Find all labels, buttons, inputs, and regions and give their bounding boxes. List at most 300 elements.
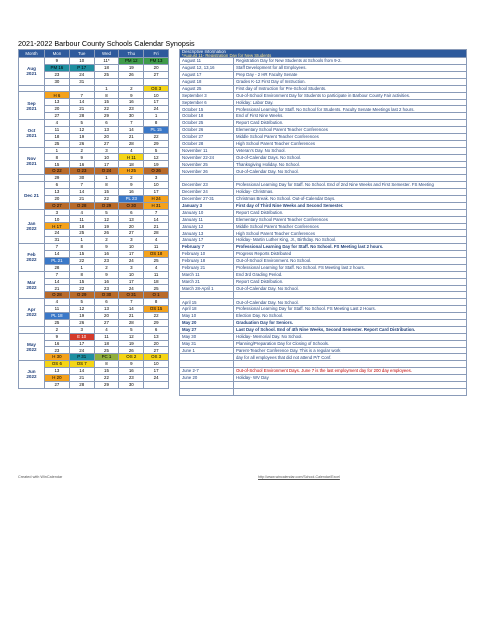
day-cell	[45, 85, 70, 92]
day-cell	[69, 85, 94, 92]
footer-link[interactable]: http://www.wincalendar.com/School-Calendar/Excel	[258, 475, 340, 479]
day-cell: 14	[69, 99, 94, 106]
event-row	[180, 147, 467, 154]
day-cell: 12	[69, 126, 94, 133]
day-cell: PC 1	[94, 354, 119, 361]
day-cell: 10	[94, 154, 119, 161]
day-cell: 4	[45, 299, 70, 306]
day-cell: 1	[45, 147, 70, 154]
day-cell: 31	[45, 237, 70, 244]
event-description: Out-of-Calendar Day. No School.	[234, 299, 467, 306]
day-cell: 26	[119, 71, 144, 78]
event-description: Report Card Distribution.	[234, 278, 467, 285]
event-description: Holiday- Memorial Day. No School.	[234, 333, 467, 340]
month-label	[19, 361, 45, 389]
day-cell: PL 23	[119, 195, 144, 202]
day-cell: 20	[119, 223, 144, 230]
calendar-week-row	[19, 244, 169, 251]
event-description: Progress Reports Distributed	[234, 251, 467, 258]
day-cell: 20	[94, 133, 119, 140]
day-cell: O 28	[45, 292, 70, 299]
day-cell: 30	[119, 113, 144, 120]
day-cell: 16	[119, 368, 144, 375]
day-cell: 9	[45, 333, 70, 340]
day-cell: P 17	[69, 64, 94, 71]
event-row	[180, 382, 467, 389]
day-cell: 11	[45, 126, 70, 133]
day-cell: 29	[94, 381, 119, 388]
month-label-text: Dec 21	[24, 192, 39, 198]
day-cell: O 30	[94, 292, 119, 299]
event-description: Election Day. No School.	[234, 313, 467, 320]
event-description: Report Card Distribution.	[234, 120, 467, 127]
event-row	[180, 333, 467, 340]
day-cell: H 17	[45, 223, 70, 230]
event-description: Out-of-School Environment Days. June 7 is the last employment day for 200 day employees.	[234, 368, 467, 375]
event-date: November 25	[180, 161, 234, 168]
event-date	[180, 382, 234, 389]
day-cell: OS 3	[144, 85, 169, 92]
day-cell: 22	[69, 257, 94, 264]
day-cell: 23	[94, 257, 119, 264]
month-label	[19, 120, 45, 148]
day-cell: 21	[119, 312, 144, 319]
day-cell: 23	[45, 71, 70, 78]
month-label	[19, 333, 45, 361]
day-cell: 26	[69, 319, 94, 326]
event-date: November 26	[180, 168, 234, 175]
day-cell: 3	[119, 237, 144, 244]
day-cell: P 31	[69, 354, 94, 361]
day-cell: E 10	[69, 333, 94, 340]
day-cell: 23	[119, 374, 144, 381]
day-cell: 29	[45, 175, 70, 182]
day-cell: 24	[69, 71, 94, 78]
event-row	[180, 92, 467, 99]
event-date: May 31	[180, 340, 234, 347]
day-cell: O 30	[119, 202, 144, 209]
event-row	[180, 278, 467, 285]
event-row	[180, 258, 467, 265]
event-row	[180, 326, 467, 333]
day-cell: 8	[144, 299, 169, 306]
month-label	[19, 85, 45, 92]
event-description: day for all employees that did not attend P/T Conf.	[234, 354, 467, 361]
page-title: 2021-2022 Barbour County Schools Calendar Synopsis	[18, 39, 195, 48]
event-description: Professional Learning for Staff. No School. FS Meeting last 2 hours.	[234, 264, 467, 271]
day-cell: 15	[94, 188, 119, 195]
day-cell: 9	[119, 361, 144, 368]
event-row	[180, 154, 467, 161]
day-cell: 9	[94, 244, 119, 251]
event-row	[180, 347, 467, 354]
day-cell: 9	[119, 182, 144, 189]
event-row	[180, 388, 467, 395]
day-cell: 5	[69, 120, 94, 127]
day-cell: O 31	[119, 292, 144, 299]
day-cell: 10	[69, 58, 94, 65]
event-date: January 3	[180, 202, 234, 209]
event-description: Prep Day - 2 HR Faculty Senate	[234, 71, 467, 78]
day-cell: 28	[45, 264, 70, 271]
day-cell: O 26	[144, 168, 169, 175]
day-cell: 8	[69, 271, 94, 278]
day-cell: PM 12	[119, 58, 144, 65]
day-cell: 17	[119, 278, 144, 285]
month-label	[19, 182, 45, 210]
day-cell: 25	[45, 319, 70, 326]
month-label-text: Feb 2022	[26, 252, 37, 263]
day-cell: PM 16	[45, 64, 70, 71]
event-row	[180, 182, 467, 189]
day-cell: 3	[119, 264, 144, 271]
day-cell: 13	[119, 216, 144, 223]
day-cell: 25	[144, 257, 169, 264]
day-cell: 14	[69, 188, 94, 195]
header-tue: Tue	[69, 50, 94, 58]
day-cell: 17	[144, 368, 169, 375]
day-cell: 6	[45, 182, 70, 189]
day-cell: 27	[119, 230, 144, 237]
event-description: Registration Day for New Students at Schools from 9-2.	[234, 58, 467, 65]
event-description: High School Parent Teacher Conferences	[234, 140, 467, 147]
day-cell: 1	[69, 264, 94, 271]
calendar-week-row	[19, 333, 169, 340]
day-cell: 13	[94, 126, 119, 133]
day-cell: 6	[94, 299, 119, 306]
day-cell: 13	[94, 306, 119, 313]
day-cell: 5	[119, 326, 144, 333]
day-cell: 31	[69, 78, 94, 85]
event-description: Parent-Teacher Conference Day. This is a regular work	[234, 347, 467, 354]
event-description	[234, 361, 467, 368]
day-cell: 17	[144, 99, 169, 106]
event-row	[180, 223, 467, 230]
event-description: Holiday- Martin Luther King, Jr., Birthday. No School.	[234, 237, 467, 244]
day-cell: 18	[94, 64, 119, 71]
header-month: Month	[19, 50, 45, 58]
month-label	[19, 271, 45, 299]
event-date: September 3	[180, 92, 234, 99]
calendar-week-row	[19, 361, 169, 368]
day-cell: 18	[94, 340, 119, 347]
event-date: January 10	[180, 209, 234, 216]
events-header-subtitle: *August 11- Registration Day for New Students	[182, 52, 272, 58]
day-cell: 15	[45, 161, 70, 168]
day-cell: 6	[119, 209, 144, 216]
event-description: Staff Development for all Employees.	[234, 65, 467, 72]
event-description: Out-of-School Environment Day for Students to participate in Barbour County Fair activities.	[234, 92, 467, 99]
day-cell: O 24	[94, 168, 119, 175]
day-cell: 24	[69, 347, 94, 354]
day-cell: 4	[144, 264, 169, 271]
event-description: Professional Learning Day for Staff. No School. End of 2nd Nine Weeks and First Semester. FS Meeting	[234, 182, 467, 189]
event-date	[180, 175, 234, 182]
header-wed: Wed	[94, 50, 119, 58]
day-cell: 8	[94, 361, 119, 368]
day-cell: 2	[69, 147, 94, 154]
event-row	[180, 299, 467, 306]
month-label-text: May 2022	[26, 341, 37, 352]
event-row	[180, 161, 467, 168]
day-cell: 20	[144, 64, 169, 71]
header-mon: Mon	[45, 50, 70, 58]
day-cell: H 11	[119, 154, 144, 161]
event-row	[180, 230, 467, 237]
event-description: First day of Third Nine Weeks and Second Semester.	[234, 202, 467, 209]
event-date: February 10	[180, 251, 234, 258]
day-cell: 4	[119, 147, 144, 154]
calendar-week-row	[19, 299, 169, 306]
day-cell: 3	[45, 209, 70, 216]
day-cell: 22	[144, 312, 169, 319]
day-cell: 10	[45, 216, 70, 223]
event-description: High School Parent Teacher Conferences	[234, 230, 467, 237]
day-cell: 13	[45, 188, 70, 195]
event-description: End 3rd Grading Period.	[234, 271, 467, 278]
day-cell: 27	[45, 113, 70, 120]
day-cell: 24	[144, 374, 169, 381]
day-cell: 10	[144, 361, 169, 368]
day-cell: 8	[69, 244, 94, 251]
event-date: January 12	[180, 223, 234, 230]
day-cell: OS 7	[69, 361, 94, 368]
day-cell: 21	[45, 285, 70, 292]
event-row	[180, 209, 467, 216]
event-date: May 10	[180, 313, 234, 320]
header-fri: Fri	[144, 50, 169, 58]
day-cell: 1	[69, 237, 94, 244]
day-cell: 4	[69, 209, 94, 216]
event-description: Out-of-Calendar Days. No School.	[234, 154, 467, 161]
calendar-week-row	[19, 209, 169, 216]
event-row	[180, 189, 467, 196]
day-cell: 21	[69, 106, 94, 113]
event-description: Professional Learning for Staff. No School for Students. Faculty Senate Meetings last 2 hours.	[234, 106, 467, 113]
event-date: August 25	[180, 85, 234, 92]
calendar-week-row	[19, 271, 169, 278]
event-date: August 17	[180, 71, 234, 78]
day-cell: 30	[45, 78, 70, 85]
month-label	[19, 92, 45, 120]
event-date	[180, 388, 234, 395]
event-date: August 11	[180, 58, 234, 65]
event-date: February 21	[180, 264, 234, 271]
day-cell: 28	[119, 140, 144, 147]
header-thu: Thu	[119, 50, 144, 58]
day-cell: 16	[94, 250, 119, 257]
day-cell: 28	[69, 113, 94, 120]
event-description: Holiday- Christmas.	[234, 189, 467, 196]
day-cell: 30	[69, 175, 94, 182]
day-cell: 4	[144, 237, 169, 244]
event-date: October 26	[180, 127, 234, 134]
day-cell: H 6	[45, 92, 70, 99]
day-cell: 10	[119, 244, 144, 251]
event-row	[180, 271, 467, 278]
event-date: October 25	[180, 120, 234, 127]
event-row	[180, 320, 467, 327]
calendar-header-row	[19, 50, 169, 58]
day-cell: 25	[69, 230, 94, 237]
month-label-text: Apr 2022	[26, 307, 37, 318]
month-label	[19, 175, 45, 182]
event-date: May 30	[180, 333, 234, 340]
day-cell: OS 15	[144, 306, 169, 313]
event-date: December 27-31	[180, 196, 234, 203]
day-cell: 5	[144, 147, 169, 154]
day-cell: PL 21	[45, 257, 70, 264]
day-cell: 28	[69, 381, 94, 388]
day-cell: 19	[69, 133, 94, 140]
event-date: December 24	[180, 189, 234, 196]
day-cell: 16	[119, 99, 144, 106]
day-cell: O 29	[94, 202, 119, 209]
event-description: Veteran's Day. No School.	[234, 147, 467, 154]
day-cell: 16	[119, 188, 144, 195]
event-description: Middle School Parent Teacher Conferences	[234, 223, 467, 230]
event-row	[180, 216, 467, 223]
event-description	[234, 382, 467, 389]
month-label-text: Sep 2021	[26, 100, 37, 111]
event-date	[180, 292, 234, 299]
calendar-week-row	[19, 85, 169, 92]
day-cell: 20	[94, 312, 119, 319]
day-cell: 20	[45, 195, 70, 202]
event-row	[180, 251, 467, 258]
event-row	[180, 85, 467, 92]
event-row	[180, 285, 467, 292]
day-cell: 9	[119, 92, 144, 99]
event-description: Out-of-Calendar Day. No School.	[234, 285, 467, 292]
day-cell: 21	[69, 374, 94, 381]
month-label	[19, 326, 45, 333]
event-description: End of First Nine Weeks.	[234, 113, 467, 120]
day-cell: 18	[119, 161, 144, 168]
day-cell	[119, 78, 144, 85]
day-cell: O 29	[69, 292, 94, 299]
day-cell: 13	[45, 99, 70, 106]
day-cell: 7	[45, 271, 70, 278]
event-date: April 18	[180, 306, 234, 313]
day-cell: 24	[119, 285, 144, 292]
event-date: May 27	[180, 326, 234, 333]
day-cell: 16	[45, 340, 70, 347]
event-date: August 18	[180, 78, 234, 85]
day-cell: 2	[45, 326, 70, 333]
day-cell: 15	[94, 368, 119, 375]
event-date: January 13	[180, 230, 234, 237]
event-description: Christmas Break. No School. Out-of-Calendar Days.	[234, 196, 467, 203]
event-row	[180, 78, 467, 85]
day-cell: 17	[94, 161, 119, 168]
day-cell: 18	[45, 133, 70, 140]
event-row	[180, 340, 467, 347]
calendar-week-row	[19, 175, 169, 182]
calendar-body	[19, 58, 169, 389]
event-date	[180, 354, 234, 361]
calendar-week-row	[19, 120, 169, 127]
event-date: August 12, 13,16	[180, 65, 234, 72]
events-header-title: Descriptive Information	[182, 49, 226, 54]
day-cell: PL 15	[144, 126, 169, 133]
event-date: January 11	[180, 216, 234, 223]
day-cell: 8	[94, 182, 119, 189]
day-cell: 19	[119, 64, 144, 71]
day-cell: 3	[94, 147, 119, 154]
day-cell: 23	[45, 347, 70, 354]
day-cell: 14	[119, 306, 144, 313]
day-cell: 7	[119, 120, 144, 127]
calendar-week-row	[19, 326, 169, 333]
event-row	[180, 202, 467, 209]
day-cell: 6	[144, 326, 169, 333]
day-cell: 19	[94, 223, 119, 230]
event-date: March 11	[180, 271, 234, 278]
month-label-text: Aug 2021	[26, 66, 37, 77]
event-row	[180, 196, 467, 203]
day-cell: 19	[119, 340, 144, 347]
event-description: Middle School Parent Teacher Conferences	[234, 133, 467, 140]
day-cell: 27	[94, 140, 119, 147]
event-description	[234, 388, 467, 395]
event-row	[180, 313, 467, 320]
event-row	[180, 58, 467, 65]
day-cell: H 30	[45, 354, 70, 361]
day-cell: H 24	[144, 195, 169, 202]
day-cell: 12	[69, 306, 94, 313]
day-cell: 7	[45, 244, 70, 251]
day-cell: 11	[94, 333, 119, 340]
day-cell: 20	[144, 340, 169, 347]
day-cell: 20	[45, 106, 70, 113]
day-cell: 25	[45, 140, 70, 147]
event-row	[180, 237, 467, 244]
day-cell: 14	[45, 250, 70, 257]
day-cell: 26	[119, 347, 144, 354]
day-cell: 18	[144, 278, 169, 285]
calendar-grid	[18, 49, 169, 389]
day-cell: H 25	[119, 168, 144, 175]
event-description: Professional Learning Day for Staff. No School. FS Meeting last 2 hours.	[234, 244, 467, 251]
event-description: Report Card Distribution.	[234, 209, 467, 216]
event-date: February 18	[180, 258, 234, 265]
event-row	[180, 168, 467, 175]
day-cell: 9	[69, 154, 94, 161]
day-cell: 27	[45, 381, 70, 388]
day-cell: O 1	[144, 292, 169, 299]
day-cell: 2	[119, 85, 144, 92]
events-header-row	[180, 50, 467, 58]
event-date: February 7	[180, 244, 234, 251]
event-row	[180, 175, 467, 182]
event-date: October 27	[180, 133, 234, 140]
day-cell: 8	[144, 120, 169, 127]
event-date: November 22-24	[180, 154, 234, 161]
day-cell: 28	[144, 230, 169, 237]
event-description: Grades K-12 First Day of Instruction.	[234, 78, 467, 85]
day-cell: 3	[69, 326, 94, 333]
event-description: Holiday- WV Day	[234, 375, 467, 382]
day-cell: OS 2	[119, 354, 144, 361]
event-description: Holiday: Labor Day.	[234, 99, 467, 106]
event-date: October 15	[180, 106, 234, 113]
day-cell: 14	[45, 278, 70, 285]
event-date: June 1	[180, 347, 234, 354]
day-cell: 17	[144, 188, 169, 195]
day-cell: 6	[94, 120, 119, 127]
event-date: June 2-7	[180, 368, 234, 375]
